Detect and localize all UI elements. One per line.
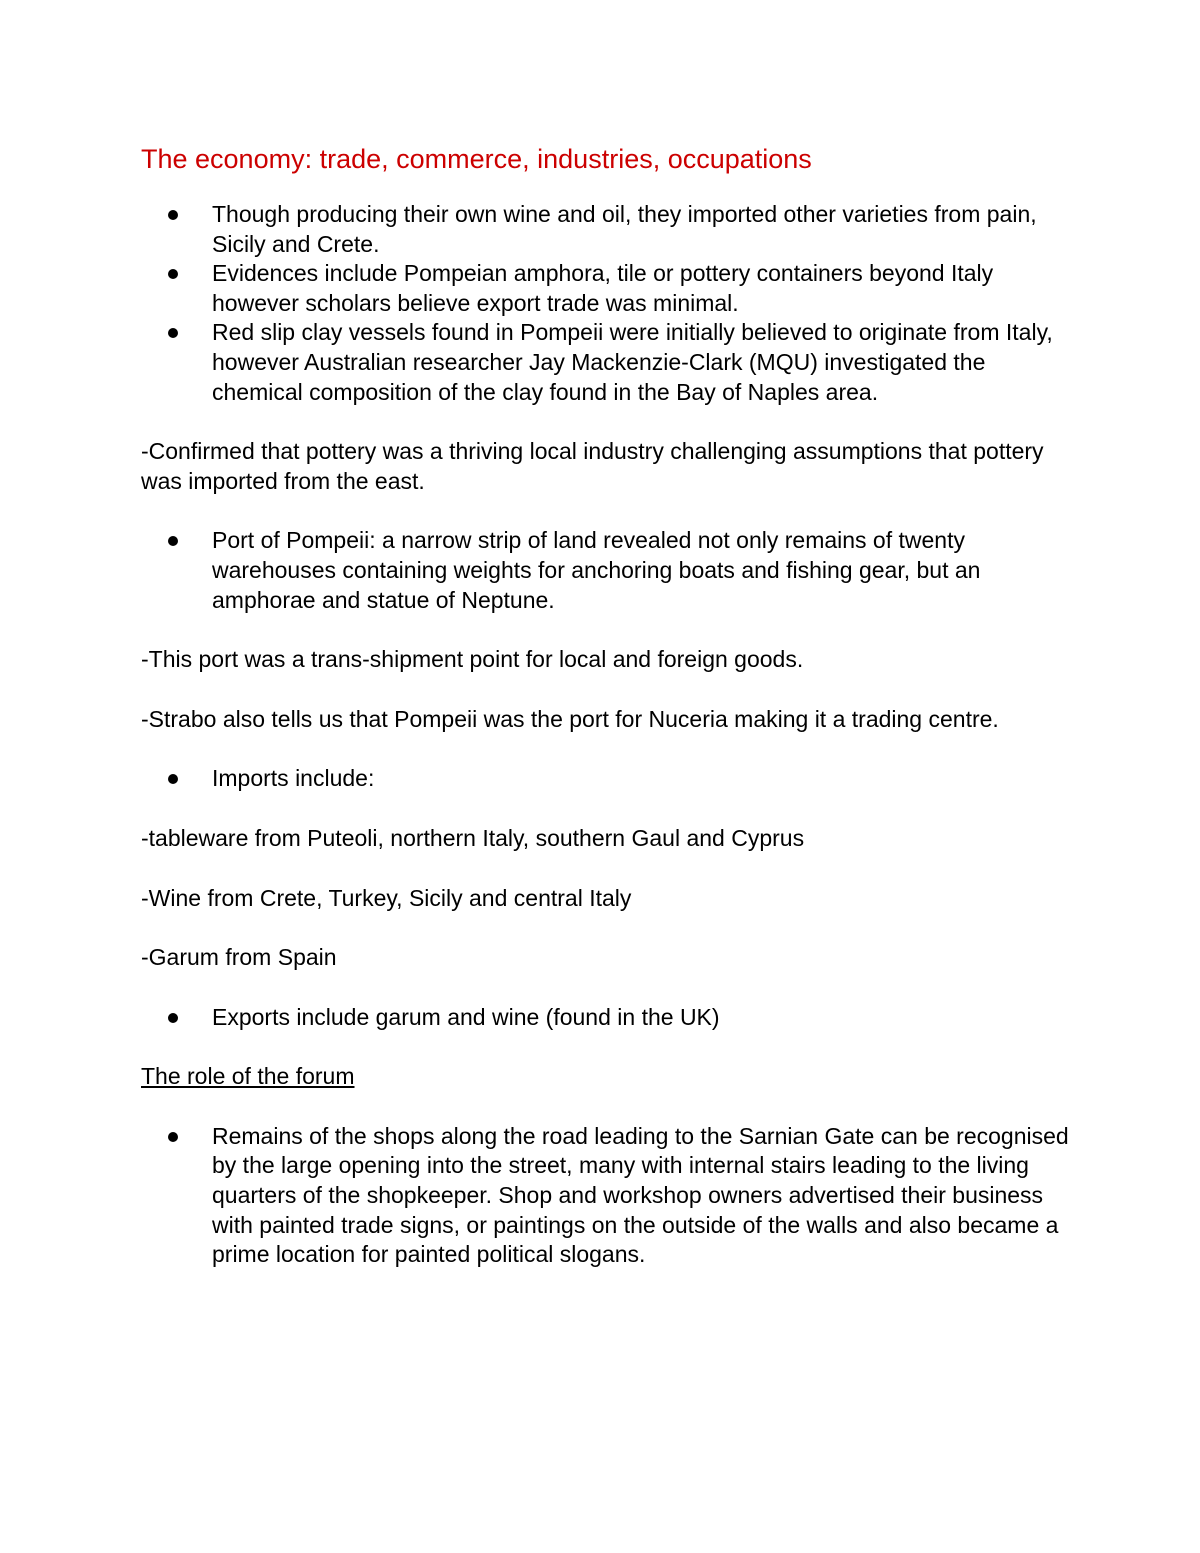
bullet-list-forum	[141, 1122, 1071, 1270]
document-content	[141, 142, 1071, 1270]
paragraph-confirmed: -Confirmed that pottery was a thriving local industry challenging assumptions that pottery was imported from the east.	[141, 438, 1044, 494]
paragraph-transshipment: -This port was a trans-shipment point for local and foreign goods.	[141, 646, 804, 673]
list-item	[141, 318, 1071, 407]
bullet-icon	[168, 328, 178, 338]
bullet-list-imports	[141, 764, 1071, 794]
list-item-text: Port of Pompeii: a narrow strip of land revealed not only remains of twenty warehouses containing weights for anchoring boats and fishing gear, but an amphorae and statue of Neptune.	[212, 527, 981, 613]
bullet-icon	[168, 269, 178, 279]
list-item	[141, 526, 1071, 615]
paragraph-strabo: -Strabo also tells us that Pompeii was the port for Nuceria making it a trading centre.	[141, 705, 999, 732]
bullet-list-exports	[141, 1003, 1071, 1033]
list-item-text: Exports include garum and wine (found in the UK)	[212, 1003, 720, 1030]
bullet-list-port	[141, 526, 1071, 615]
bullet-icon	[168, 210, 178, 220]
bullet-icon	[168, 1132, 178, 1142]
list-item	[141, 764, 1071, 794]
list-item-text: Remains of the shops along the road leading to the Sarnian Gate can be recognised by the large opening into the street, many with internal stairs leading to the living quarters of the shopkeeper. Shop and workshop owners advertised their business with painted trade signs, or paintings on the outside of the walls and also became a prime location for painted political slogans.	[212, 1122, 1069, 1268]
paragraph-tableware: -tableware from Puteoli, northern Italy, southern Gaul and Cyprus	[141, 824, 805, 851]
list-item-text: Though producing their own wine and oil, they imported other varieties from pain, Sicily and Crete.	[212, 201, 1037, 257]
page-title: The economy: trade, commerce, industries, occupations	[141, 144, 812, 174]
paragraph-wine: -Wine from Crete, Turkey, Sicily and central Italy	[141, 884, 632, 911]
list-item-text: Evidences include Pompeian amphora, tile or pottery containers beyond Italy however scholars believe export trade was minimal.	[212, 260, 994, 316]
list-item	[141, 200, 1071, 259]
bullet-icon	[168, 1013, 178, 1023]
list-item	[141, 259, 1071, 318]
bullet-icon	[168, 536, 178, 546]
list-item	[141, 1003, 1071, 1033]
list-item	[141, 1122, 1071, 1270]
bullet-list-trade	[141, 200, 1071, 407]
list-item-text: Red slip clay vessels found in Pompeii were initially believed to originate from Italy, however Australian researcher Jay Mackenzie-Clark (MQU) investigated the chemical composition of the clay found in the Bay of Naples area.	[212, 319, 1053, 405]
section-heading-forum: The role of the forum	[141, 1063, 355, 1090]
bullet-icon	[168, 774, 178, 784]
list-item-text: Imports include:	[212, 765, 375, 792]
paragraph-garum: -Garum from Spain	[141, 944, 337, 971]
